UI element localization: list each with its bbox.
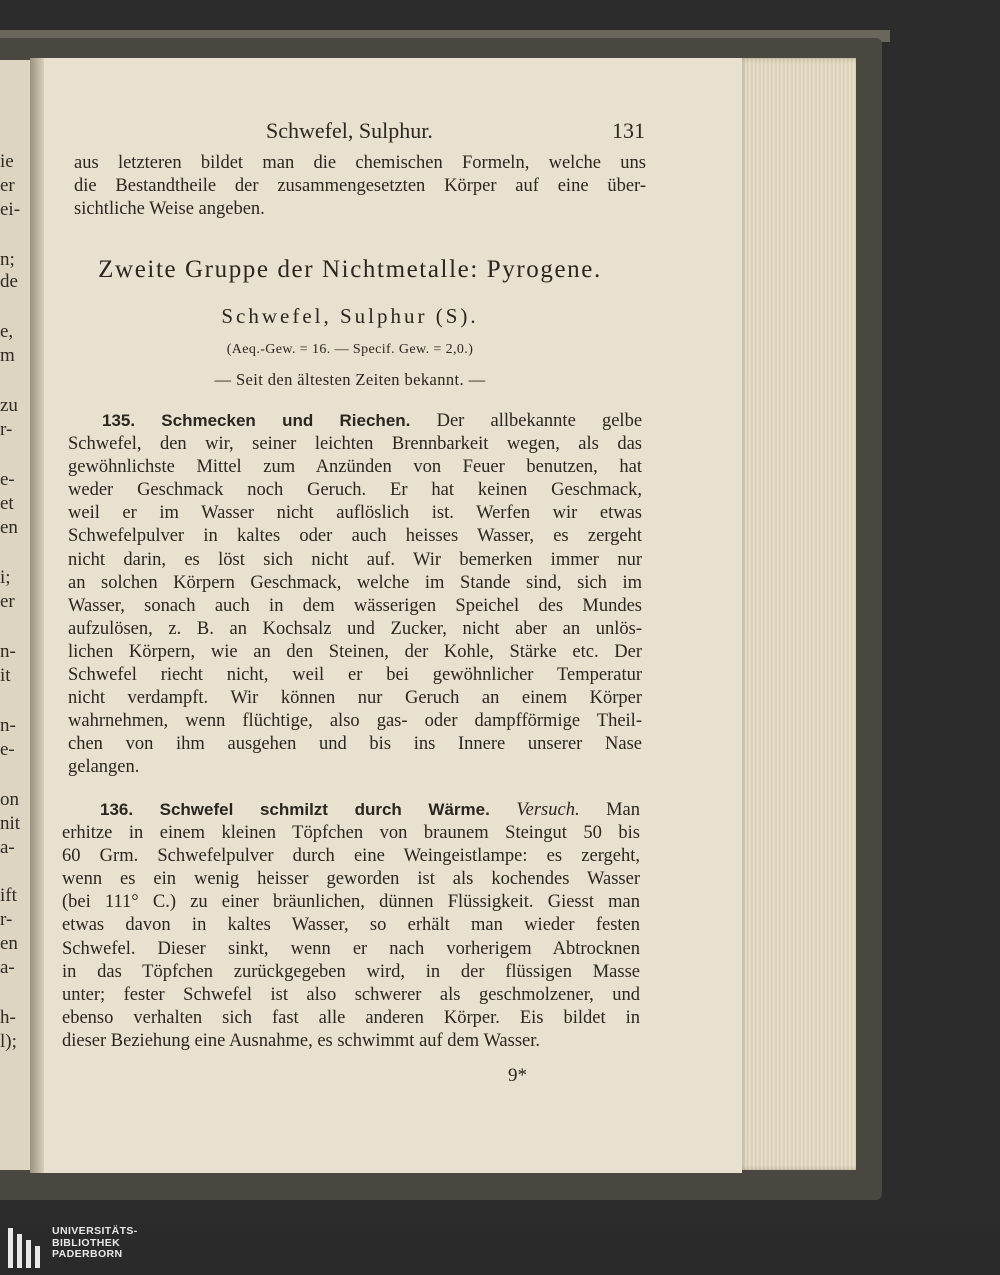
text-line: in das Töpfchen zurückgegeben wird, in der flüssigen Masse: [62, 961, 640, 982]
text-line: nicht verdampft. Wir können nur Geruch an einem Körper: [68, 688, 642, 709]
text-fragment: Man: [606, 800, 641, 820]
text-line: wenn es ein wenig heisser geworden ist als kochendes Wasser: [62, 869, 640, 890]
left-page-text-fragment: ie: [0, 151, 14, 172]
text-line: ebenso verhalten sich fast alle anderen Körper. Eis bildet in: [62, 1007, 640, 1028]
left-page-text-fragment: ift: [0, 885, 17, 906]
text-line: (bei 111° C.) zu einer bräunlichen, dünnen Flüssigkeit. Giesst man: [62, 892, 640, 913]
left-page-text-fragment: et: [0, 493, 14, 514]
section-136-first-line: [62, 798, 640, 822]
text-line: wahrnehmen, wenn flüchtige, also gas- oder dampfförmige Theil-: [68, 711, 642, 732]
left-page-text-fragment: on: [0, 789, 19, 810]
section-number: 136.: [100, 800, 134, 819]
library-name-line: UNIVERSITÄTS-: [52, 1225, 138, 1237]
library-name-line: PADERBORN: [52, 1248, 123, 1260]
text-line: aus letzteren bildet man die chemischen Formeln, welche uns: [74, 153, 646, 173]
left-page-text-fragment: r-: [0, 909, 13, 930]
library-footer-bar: [0, 1225, 1000, 1275]
library-name: [52, 1226, 138, 1261]
left-page-text-fragment: nit: [0, 813, 21, 834]
section-135-first-line: [68, 409, 642, 433]
section-heading: Schmecken und Riechen.: [161, 411, 411, 430]
text-line: Schwefelpulver in kaltes oder auch heisses Wasser, es zergeht: [68, 526, 642, 547]
text-fragment: Der allbekannte gelbe: [436, 411, 643, 431]
text-line: Schwefel, den wir, seiner leichten Brennbarkeit wegen, als das: [68, 434, 642, 455]
text-line: lichen Körpern, wie an den Steinen, der Kohle, Stärke etc. Der: [68, 641, 642, 662]
element-properties: (Aeq.-Gew. = 16. — Specif. Gew. = 2,0.): [226, 342, 474, 357]
text-line: etwas davon in kaltes Wasser, so erhält man wieder festen: [62, 915, 640, 936]
left-page-text-fragment: e,: [0, 321, 14, 342]
left-page-text-fragment: n-: [0, 715, 16, 736]
left-page-text-fragment: en: [0, 933, 18, 954]
text-line: weil er im Wasser nicht auflöslich ist. Werfen wir etwas: [68, 503, 642, 524]
left-page-text-fragment: n;: [0, 249, 15, 270]
page-edges: [738, 58, 856, 1170]
text-line: nicht darin, es löst sich nicht auf. Wir bemerken immer nur: [68, 549, 642, 570]
text-line: Schwefel riecht nicht, weil er bei gewöhnlicher Temperatur: [68, 665, 642, 686]
left-page-text-fragment: e-: [0, 739, 15, 760]
left-page-text-fragment: ei-: [0, 199, 21, 220]
text-line: aufzulösen, z. B. an Kochsalz und Zucker, nicht aber an unlös-: [68, 618, 642, 639]
text-line: dieser Beziehung eine Ausnahme, es schwimmt auf dem Wasser.: [62, 1030, 541, 1051]
left-page: [0, 60, 30, 1170]
section-number: 135.: [102, 411, 136, 430]
text-line: an solchen Körpern Geschmack, welche im Stande sind, sich im: [68, 572, 642, 593]
text-line: weder Geschmack noch Geruch. Er hat keinen Geschmack,: [68, 480, 642, 501]
element-title: Schwefel, Sulphur (S).: [221, 304, 479, 328]
library-name-line: BIBLIOTHEK: [52, 1236, 121, 1249]
text-line: 60 Grm. Schwefelpulver durch eine Weingeistlampe: es zergeht,: [62, 846, 640, 867]
left-page-text-fragment: er: [0, 175, 15, 196]
left-page-text-fragment: zu: [0, 395, 18, 416]
page-number: 131: [612, 118, 645, 143]
text-line: erhitze in einem kleinen Töpfchen von braunem Steingut 50 bis: [62, 823, 640, 844]
left-page-text-fragment: i;: [0, 567, 11, 588]
left-page-text-fragment: de: [0, 271, 18, 292]
book-gutter: [30, 58, 44, 1173]
left-page-text-fragment: l);: [0, 1031, 17, 1052]
left-page-text-fragment: en: [0, 517, 18, 538]
left-page-text-fragment: n-: [0, 641, 16, 662]
text-line: gelangen.: [68, 757, 140, 778]
intro-paragraph: [74, 152, 646, 221]
left-page-text-fragment: a-: [0, 957, 15, 978]
versuch-label: Versuch.: [516, 800, 580, 820]
left-page-text-fragment: it: [0, 665, 11, 686]
signature-mark: 9*: [508, 1065, 527, 1086]
text-line: gewöhnlichste Mittel zum Anzünden von Feuer benutzen, hat: [68, 457, 642, 478]
text-line: die Bestandtheile der zusammengesetzten Körper auf eine über-: [74, 176, 646, 197]
section-heading: Schwefel schmilzt durch Wärme.: [159, 800, 490, 819]
text-line: chen von ihm ausgehen und bis ins Innere unserer Nase: [68, 734, 642, 755]
text-line: Schwefel. Dieser sinkt, wenn er nach vorherigem Abtrocknen: [62, 938, 640, 959]
section-135: [68, 409, 642, 780]
section-title: Zweite Gruppe der Nichtmetalle: Pyrogene.: [98, 256, 602, 283]
text-line: unter; fester Schwefel ist also schwerer als geschmolzener, und: [62, 984, 640, 1005]
left-page-text-fragment: e-: [0, 469, 15, 490]
left-page-text-fragment: m: [0, 345, 15, 366]
known-since-note: — Seit den ältesten Zeiten bekannt. —: [214, 370, 486, 389]
running-head: Schwefel, Sulphur.: [266, 118, 433, 143]
text-line: sichtliche Weise angeben.: [74, 199, 265, 220]
left-page-text-fragment: r-: [0, 419, 13, 440]
section-136: [62, 798, 640, 1053]
left-page-text-fragment: a-: [0, 837, 15, 858]
library-logo-icon: [4, 1224, 44, 1272]
left-page-text-fragment: er: [0, 591, 15, 612]
text-line: Wasser, sonach auch in dem wässerigen Speichel des Mundes: [68, 595, 642, 616]
left-page-text-fragment: h-: [0, 1007, 16, 1028]
